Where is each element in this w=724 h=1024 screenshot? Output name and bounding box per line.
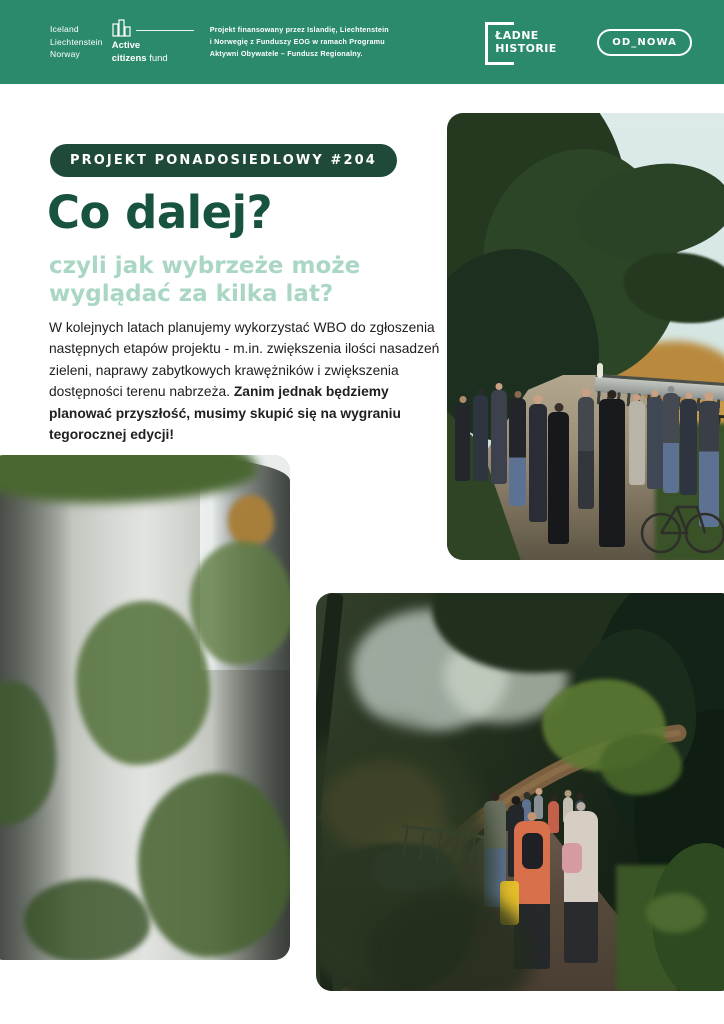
logo-word-fund: fund	[146, 52, 168, 64]
foliage	[76, 601, 210, 765]
bicycle-icon	[639, 489, 724, 555]
logo-right	[112, 19, 194, 65]
funding-line-2: i Norwegię z Funduszy EOG w ramach Programu	[209, 37, 385, 47]
historie-word: HISTORIE	[495, 41, 557, 55]
funding-statement	[210, 24, 390, 60]
photo-forest-walk	[316, 593, 724, 991]
logo-countries	[50, 23, 103, 61]
person-figure	[529, 404, 547, 522]
country-norway: Norway	[50, 49, 81, 60]
body-regular-text: W kolejnych latach planujemy wykorzystać WBO do zgłoszenia następnych etapów projektu - m.in. zwiększenia ilości nasadzeń zieleni, naprawy zabytkowych krawężników i zwiększenia dostępności terenu nabrzeża.	[49, 320, 440, 400]
pink-bag	[562, 843, 582, 873]
active-citizens-fund-logo	[50, 19, 194, 65]
foliage	[24, 879, 150, 960]
logo-icon-row	[112, 19, 194, 37]
foliage	[138, 773, 290, 957]
walker-cream-jacket	[564, 811, 598, 963]
logo-word-citizens: citizens	[111, 52, 147, 64]
foliage	[190, 541, 290, 665]
logo-program-name	[112, 40, 194, 65]
header-bar	[0, 0, 724, 84]
funding-line-1: Projekt finansowany przez Islandię, Liechtenstein	[209, 25, 389, 35]
person-figure	[647, 397, 663, 489]
person-figure	[599, 399, 625, 547]
page-subtitle: czyli jak wybrzeże może wyglądać za kilka lat?	[49, 253, 361, 308]
ladne-historie-logo	[485, 19, 577, 65]
person-figure	[491, 390, 507, 484]
body-paragraph	[49, 317, 445, 445]
person-figure	[509, 398, 526, 506]
person-figure	[455, 403, 470, 481]
guide-figure	[578, 397, 594, 509]
balcony-reflection	[228, 495, 274, 547]
project-badge: PROJEKT PONADOSIEDLOWY #204	[50, 144, 397, 177]
person-figure	[548, 412, 569, 544]
logo-word-active: Active	[111, 40, 141, 52]
person-figure	[663, 393, 679, 493]
photo-group-on-path	[447, 113, 724, 560]
od-nowa-badge: OD_NOWA	[597, 29, 692, 56]
leaf-cluster	[600, 733, 682, 795]
person-figure	[473, 395, 488, 481]
ladne-historie-text	[495, 30, 556, 55]
country-iceland: Iceland	[50, 23, 79, 34]
body-bold-text: Zanim jednak będziemy planować przyszłość, musimy skupić się na wygraniu tegorocznej edycji!	[49, 384, 401, 442]
funding-line-3: Aktywni Obywatele – Fundusz Regionalny.	[209, 48, 363, 58]
black-backpack	[522, 833, 543, 869]
country-liechtenstein: Liechtenstein	[50, 36, 103, 47]
ladne-word: ŁADNE	[495, 29, 539, 42]
grass-tuft	[646, 893, 706, 933]
distant-walker	[597, 363, 603, 378]
page-title: Co dalej?	[47, 186, 273, 239]
person-figure	[680, 399, 697, 495]
person-figure	[629, 401, 645, 485]
buildings-icon	[112, 19, 132, 37]
logo-divider-line	[136, 30, 194, 31]
photo-apartment-building	[0, 455, 290, 960]
